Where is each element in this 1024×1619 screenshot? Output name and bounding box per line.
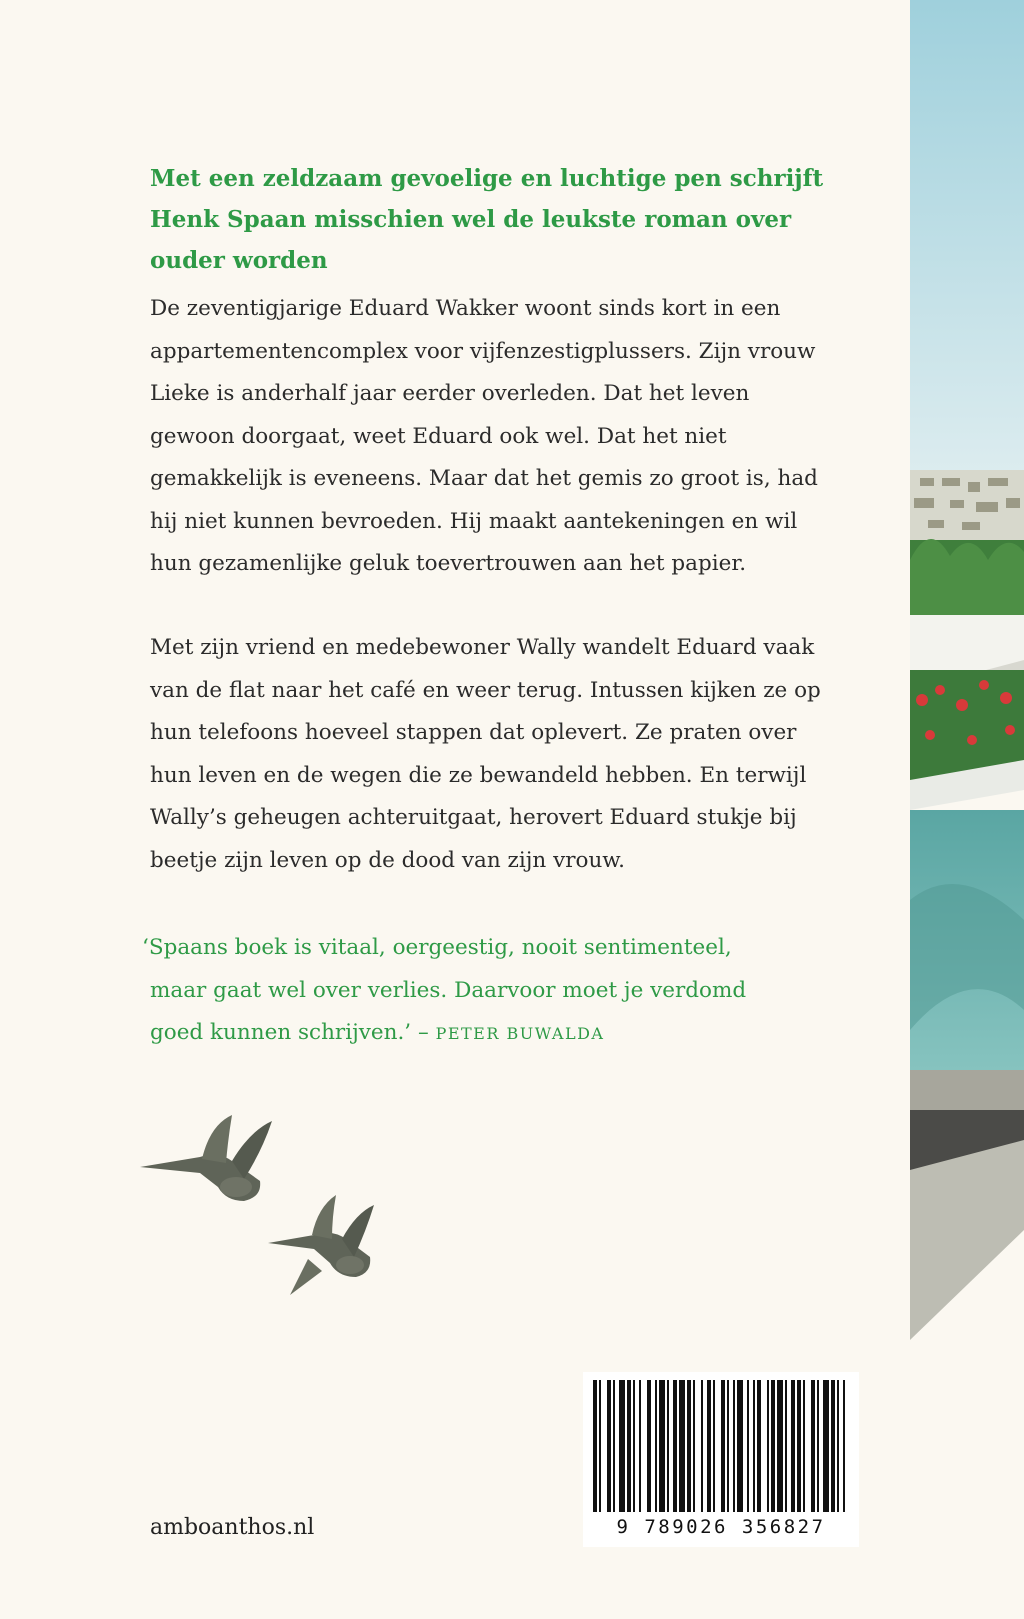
barcode-bar	[757, 1380, 761, 1512]
barcode-bar	[673, 1380, 677, 1512]
barcode-bar	[737, 1380, 743, 1512]
barcode-bar	[803, 1380, 805, 1512]
barcode-bar	[817, 1380, 819, 1512]
barcode-bar	[707, 1380, 711, 1512]
swallows-illustration	[140, 1115, 380, 1320]
barcode-bar	[607, 1380, 611, 1512]
barcode-bar	[593, 1380, 597, 1512]
barcode-bar	[771, 1380, 775, 1512]
floor-light	[910, 1070, 1024, 1110]
barcode-bar	[679, 1380, 685, 1512]
barcode-bar	[599, 1380, 601, 1512]
barcode-bar	[667, 1380, 669, 1512]
synopsis-paragraph-1: De zeventigjarige Eduard Wakker woont sinds kort in een appartementencomplex voor vijfenzestigplussers. Zijn vrouw Lieke is anderhalf jaar eerder overleden. Dat het leven gewoon doorgaat, weet Eduard ook wel. Dat het niet gemakkelijk is eveneens. Maar dat het gemis zo groot is, had hij niet kunnen bevroeden. Hij maakt aantekeningen en wil hun gezamenlijke geluk toevertrouwen aan het papier.	[150, 296, 818, 576]
barcode-bar	[701, 1380, 703, 1512]
quote-open-mark: ‘	[142, 935, 149, 960]
barcode-bar	[687, 1380, 691, 1512]
barcode-bar	[713, 1380, 715, 1512]
barcode-bar	[639, 1380, 641, 1512]
tree-tops	[910, 539, 1024, 620]
cover-illustration-strip	[910, 0, 1024, 1340]
barcode-bar	[843, 1380, 845, 1512]
barcode-bar	[767, 1380, 769, 1512]
barcode-bar	[655, 1380, 657, 1512]
barcode-bar	[693, 1380, 695, 1512]
barcode-bar	[733, 1380, 735, 1512]
barcode	[583, 1372, 859, 1547]
swallow-icon	[140, 1115, 272, 1201]
barcode-bar	[791, 1380, 795, 1512]
barcode-bar	[753, 1380, 755, 1512]
barcode-bar	[659, 1380, 665, 1512]
barcode-bar	[811, 1380, 815, 1512]
review-quote	[142, 927, 790, 1056]
synopsis-paragraph-2: Met zijn vriend en medebewoner Wally wandelt Eduard vaak van de flat naar het café en weer terug. Intussen kijken ze op hun telefoons hoeveel stappen dat oplevert. Ze praten over hun leven en de wegen die ze bewandeld hebben. En terwijl Wally’s geheugen achteruitgaat, herovert Eduard stukje bij beetje zijn leven op de dood van zijn vrouw.	[150, 635, 821, 873]
publisher-website: amboanthos.nl	[150, 1515, 315, 1540]
barcode-bar	[619, 1380, 625, 1512]
swallow-icon	[268, 1195, 374, 1295]
barcode-bar	[797, 1380, 801, 1512]
barcode-bar	[647, 1380, 651, 1512]
barcode-bar	[627, 1380, 631, 1512]
barcode-bar	[613, 1380, 615, 1512]
barcode-bar	[831, 1380, 835, 1512]
barcode-bar	[721, 1380, 725, 1512]
isbn-number: 9 789026 356827	[616, 1516, 826, 1538]
barcode-bar	[837, 1380, 839, 1512]
quote-dash: –	[411, 1020, 436, 1045]
barcode-bar	[823, 1380, 829, 1512]
quote-text: Spaans boek is vitaal, oergeestig, nooit sentimenteel, maar gaat wel over verlies. Daarvoor moet je verdomd goed kunnen schrijven.’	[148, 935, 747, 1045]
barcode-bar	[747, 1380, 749, 1512]
sky	[910, 0, 1024, 475]
barcode-bar	[777, 1380, 783, 1512]
balcony-ledge	[910, 615, 1024, 670]
barcode-bar	[785, 1380, 787, 1512]
barcode-bar	[633, 1380, 635, 1512]
tagline: Met een zeldzaam gevoelige en luchtige pen schrijft Henk Spaan misschien wel de leukste roman over ouder worden	[150, 165, 824, 274]
quote-author: PETER BUWALDA	[435, 1024, 605, 1043]
barcode-bar	[727, 1380, 729, 1512]
